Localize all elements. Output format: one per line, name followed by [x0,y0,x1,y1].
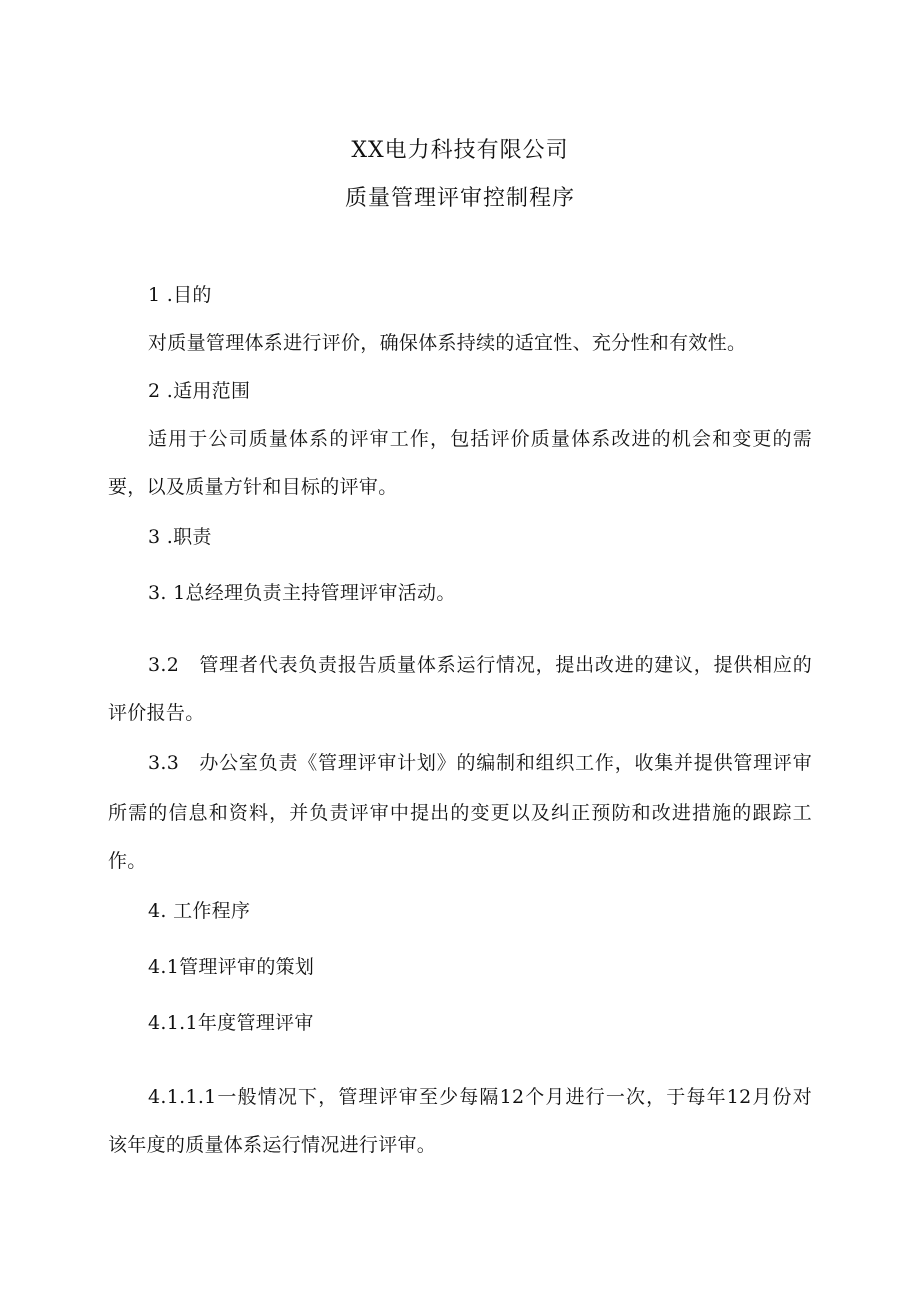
section-3-2-line-1: 3.2 管理者代表负责报告质量体系运行情况，提出改进的建议，提供相应的 [148,654,812,676]
section-3-3-line-3: 作。 [108,850,147,872]
section-2-body-line-1: 适用于公司质量体系的评审工作，包括评价质量体系改进的机会和变更的需 [148,428,812,450]
section-3-3-line-2: 所需的信息和资料，并负责评审中提出的变更以及纠正预防和改进措施的跟踪工 [108,802,812,824]
section-3-heading: 3 .职责 [148,526,212,548]
section-2-heading: 2 .适用范围 [148,380,251,402]
section-1-body: 对质量管理体系进行评价，确保体系持续的适宜性、充分性和有效性。 [148,332,747,354]
section-1-heading: 1 .目的 [148,284,212,306]
section-4-1: 4.1管理评审的策划 [148,956,315,978]
document-title: 质量管理评审控制程序 [344,186,575,211]
section-4-1-1: 4.1.1年度管理评审 [148,1012,314,1034]
company-name: XX电力科技有限公司 [351,138,569,163]
section-3-2-line-2: 评价报告。 [108,702,205,724]
section-3-1: 3. 1总经理负责主持管理评审活动。 [148,582,456,604]
section-4-1-1-1-line-1: 4.1.1.1一般情况下，管理评审至少每隔12个月进行一次，于每年12月份对 [148,1086,812,1108]
section-4-1-1-1-line-2: 该年度的质量体系运行情况进行评审。 [108,1134,437,1156]
section-2-body-line-2: 要，以及质量方针和目标的评审。 [108,476,398,498]
section-4-heading: 4. 工作程序 [148,900,251,922]
section-3-3-line-1: 3.3 办公室负责《管理评审计划》的编制和组织工作，收集并提供管理评审 [148,752,812,774]
